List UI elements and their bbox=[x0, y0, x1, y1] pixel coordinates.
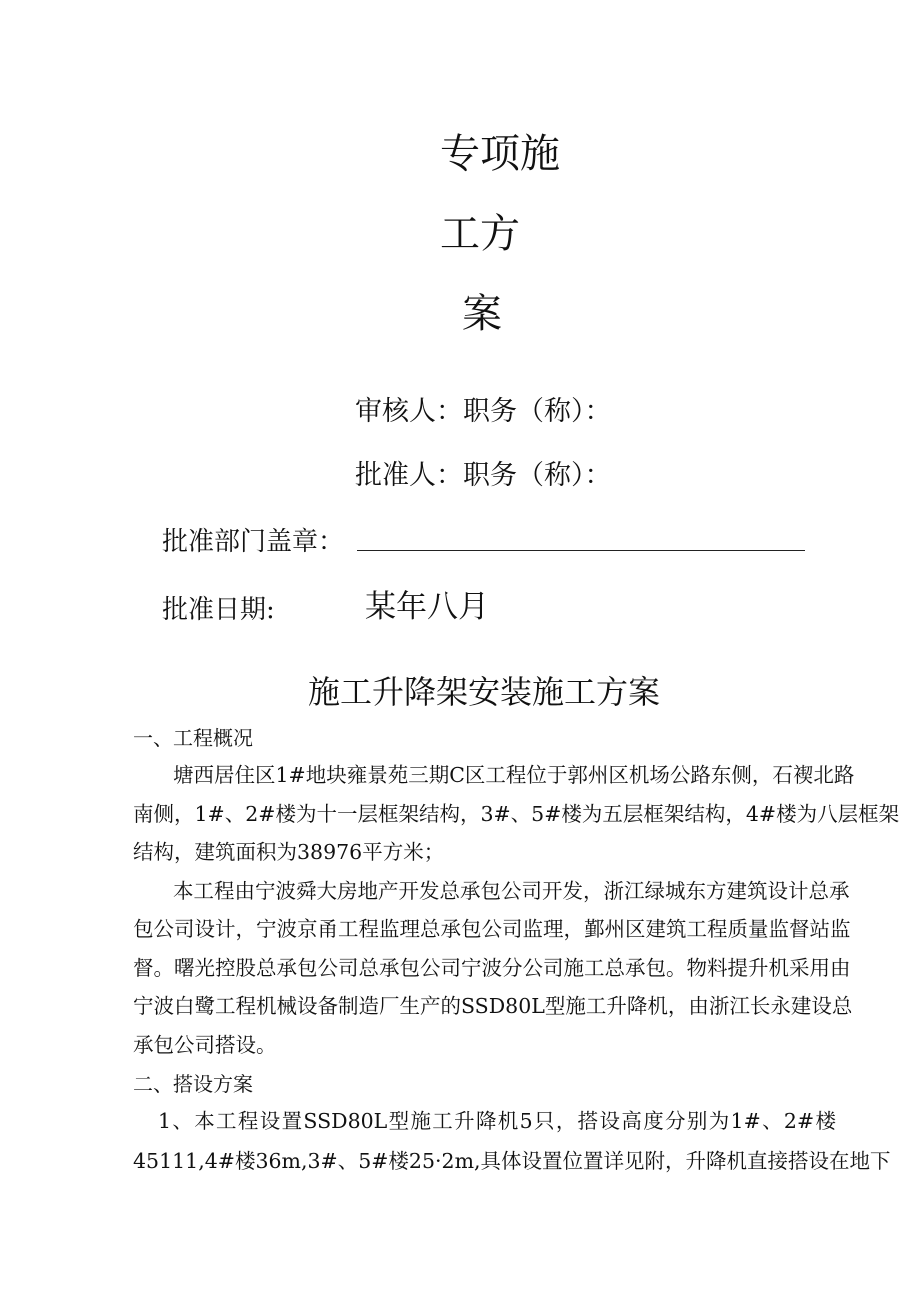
dept-stamp-label: 批准部门盖章： bbox=[162, 527, 345, 557]
stamp-signature-line bbox=[357, 550, 805, 551]
date-label: 批准日期: bbox=[162, 595, 275, 625]
cover-title-line-2: 工方 bbox=[440, 211, 520, 257]
cover-title-line-3: 案 bbox=[462, 291, 502, 337]
paragraph-2-line-1: 本工程由宁波舜大房地产开发总承包公司开发，浙江绿城东方建筑设计总承 bbox=[173, 879, 850, 903]
cover-title-line-1: 专项施 bbox=[440, 131, 560, 177]
paragraph-1-line-3: 结构，建筑面积为38976平方米； bbox=[133, 840, 445, 864]
document-title: 施工升降架安装施工方案 bbox=[308, 673, 661, 711]
paragraph-3-line-1: 1、本工程设置SSD80L型施工升降机5只，搭设高度分别为1#、2#楼 bbox=[158, 1109, 836, 1133]
paragraph-2-line-5: 承包公司搭设。 bbox=[133, 1033, 277, 1057]
paragraph-3-line-2: 45111,4#楼36m,3#、5#楼25·2m,具体设置位置详见附，升降机直接搭设在地下 bbox=[133, 1149, 891, 1173]
section-2-heading: 二、搭设方案 bbox=[133, 1072, 253, 1096]
paragraph-2-line-3: 督。曙光控股总承包公司总承包公司宁波分公司施工总承包。物料提升机采用由 bbox=[133, 956, 851, 980]
paragraph-1-line-2: 南侧，1#、2#楼为十一层框架结构，3#、5#楼为五层框架结构，4#楼为八层框架 bbox=[133, 802, 900, 826]
section-1-heading: 一、工程概况 bbox=[133, 726, 253, 750]
paragraph-1-line-1: 塘西居住区1#地块雍景苑三期C区工程位于郭州区机场公路东侧，石褉北路 bbox=[173, 763, 855, 787]
paragraph-2-line-2: 包公司设计，宁波京甬工程监理总承包公司监理，鄞州区建筑工程质量监督站监 bbox=[133, 917, 851, 941]
approver-label: 批准人：职务（称）： bbox=[355, 460, 612, 491]
date-value: 某年八月 bbox=[365, 589, 489, 625]
reviewer-label: 审核人：职务（称）： bbox=[355, 396, 612, 427]
paragraph-2-line-4: 宁波白鹭工程机械设备制造厂生产的SSD80L型施工升降机，由浙江长永建设总 bbox=[133, 994, 853, 1018]
